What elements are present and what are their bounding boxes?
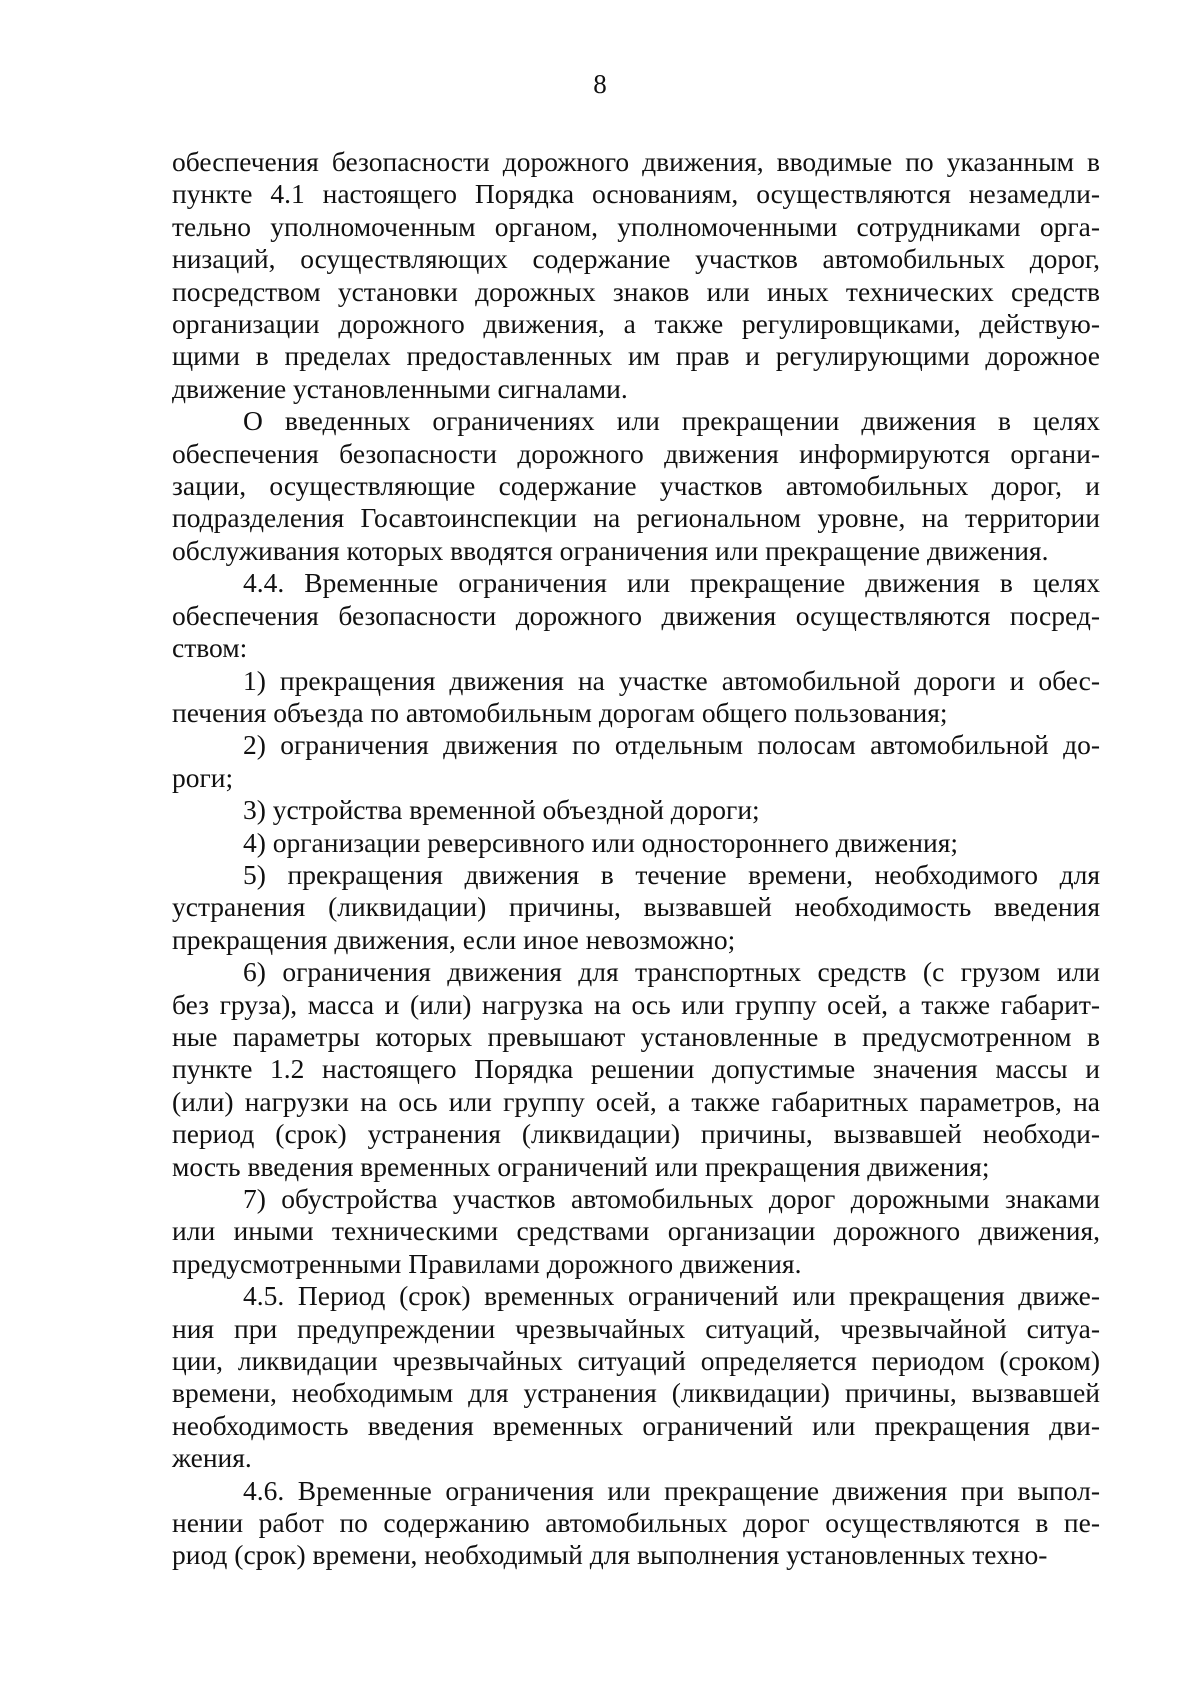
text-line: низаций, осуществляющих содержание участков автомобильных дорог, xyxy=(172,243,1100,275)
text-line: обеспечения безопасности дорожного движения осуществляются посред- xyxy=(172,599,1100,631)
paragraph xyxy=(172,1183,1100,1280)
text-line: 4.5. Период (срок) временных ограничений или прекращения движе- xyxy=(243,1280,1100,1312)
paragraph xyxy=(172,859,1100,956)
text-line: организации дорожного движения, а также регулировщиками, действую- xyxy=(172,308,1100,340)
text-line: 6) ограничения движения для транспортных средств (с грузом или xyxy=(243,956,1100,988)
text-line: подразделения Госавтоинспекции на региональном уровне, на территории xyxy=(172,502,1100,534)
text-line: мость введения временных ограничений или прекращения движения; xyxy=(172,1150,990,1182)
text-line: ством: xyxy=(172,632,248,664)
paragraph xyxy=(172,567,1100,664)
text-line: 5) прекращения движения в течение времени, необходимого для xyxy=(243,858,1100,890)
paragraph xyxy=(172,405,1100,567)
text-line: ции, ликвидации чрезвычайных ситуаций определяется периодом (сроком) xyxy=(172,1345,1100,1377)
text-line: 4.4. Временные ограничения или прекращение движения в целях xyxy=(243,567,1100,599)
text-line: печения объезда по автомобильным дорогам общего пользования; xyxy=(172,696,948,728)
text-line: 1) прекращения движения на участке автомобильной дороги и обес- xyxy=(243,664,1100,696)
text-line: 7) обустройства участков автомобильных дорог дорожными знаками xyxy=(243,1183,1100,1214)
text-line: щими в пределах предоставленных им прав и регулирующими дорожное xyxy=(172,340,1100,372)
text-line: пункте 1.2 настоящего Порядка решении допустимые значения массы и xyxy=(172,1053,1100,1085)
paragraph xyxy=(172,729,1100,794)
text-line: риод (срок) времени, необходимый для выполнения установленных техно- xyxy=(172,1539,1048,1571)
text-line: обслуживания которых вводятся ограничения или прекращение движения. xyxy=(172,534,1049,566)
paragraph xyxy=(172,665,1100,730)
paragraph xyxy=(172,146,1100,405)
text-line: без груза), масса и (или) нагрузка на ось или группу осей, а также габарит- xyxy=(172,988,1100,1020)
text-line: 4.6. Временные ограничения или прекращение движения при выпол- xyxy=(243,1474,1100,1506)
text-line: обеспечения безопасности дорожного движения информируются органи- xyxy=(172,437,1100,469)
text-line: прекращения движения, если иное невозможно; xyxy=(172,923,736,955)
text-line: движение установленными сигналами. xyxy=(172,372,628,404)
text-line: обеспечения безопасности дорожного движения, вводимые по указанным в xyxy=(172,146,1100,177)
text-line: пункте 4.1 настоящего Порядка основаниям, осуществляются незамедли- xyxy=(172,178,1100,210)
paragraph xyxy=(172,827,1100,859)
text-line: предусмотренными Правилами дорожного движения. xyxy=(172,1247,802,1279)
text-line: период (срок) устранения (ликвидации) причины, вызвавшей необходи- xyxy=(172,1118,1100,1150)
text-line: (или) нагрузки на ось или группу осей, а также габаритных параметров, на xyxy=(172,1085,1100,1117)
paragraph xyxy=(172,794,1100,826)
text-line: устранения (ликвидации) причины, вызвавшей необходимость введения xyxy=(172,891,1100,923)
text-line: ные параметры которых превышают установленные в предусмотренном в xyxy=(172,1020,1100,1052)
text-line: зации, осуществляющие содержание участков автомобильных дорог, и xyxy=(172,470,1100,502)
page-number: 8 xyxy=(593,69,607,99)
text-line: или иными техническими средствами организации дорожного движения, xyxy=(172,1215,1100,1247)
paragraph xyxy=(172,956,1100,1183)
paragraph xyxy=(172,1475,1100,1572)
text-line: ния при предупреждении чрезвычайных ситуаций, чрезвычайной ситуа- xyxy=(172,1312,1100,1344)
text-line: времени, необходимым для устранения (ликвидации) причины, вызвавшей xyxy=(172,1377,1100,1409)
document-body xyxy=(172,146,1100,1572)
paragraph xyxy=(172,1280,1100,1474)
text-line: тельно уполномоченным органом, уполномоченными сотрудниками орга- xyxy=(172,210,1100,242)
text-line: жения. xyxy=(172,1442,252,1474)
text-line: О введенных ограничениях или прекращении движения в целях xyxy=(243,405,1100,437)
text-line: 4) организации реверсивного или одностороннего движения; xyxy=(243,826,958,858)
text-line: 2) ограничения движения по отдельным полосам автомобильной до- xyxy=(243,729,1100,761)
text-line: роги; xyxy=(172,761,234,793)
text-line: посредством установки дорожных знаков или иных технических средств xyxy=(172,275,1100,307)
text-line: нении работ по содержанию автомобильных дорог осуществляются в пе- xyxy=(172,1507,1100,1539)
text-line: необходимость введения временных ограничений или прекращения дви- xyxy=(172,1409,1100,1441)
text-line: 3) устройства временной объездной дороги; xyxy=(243,794,760,826)
